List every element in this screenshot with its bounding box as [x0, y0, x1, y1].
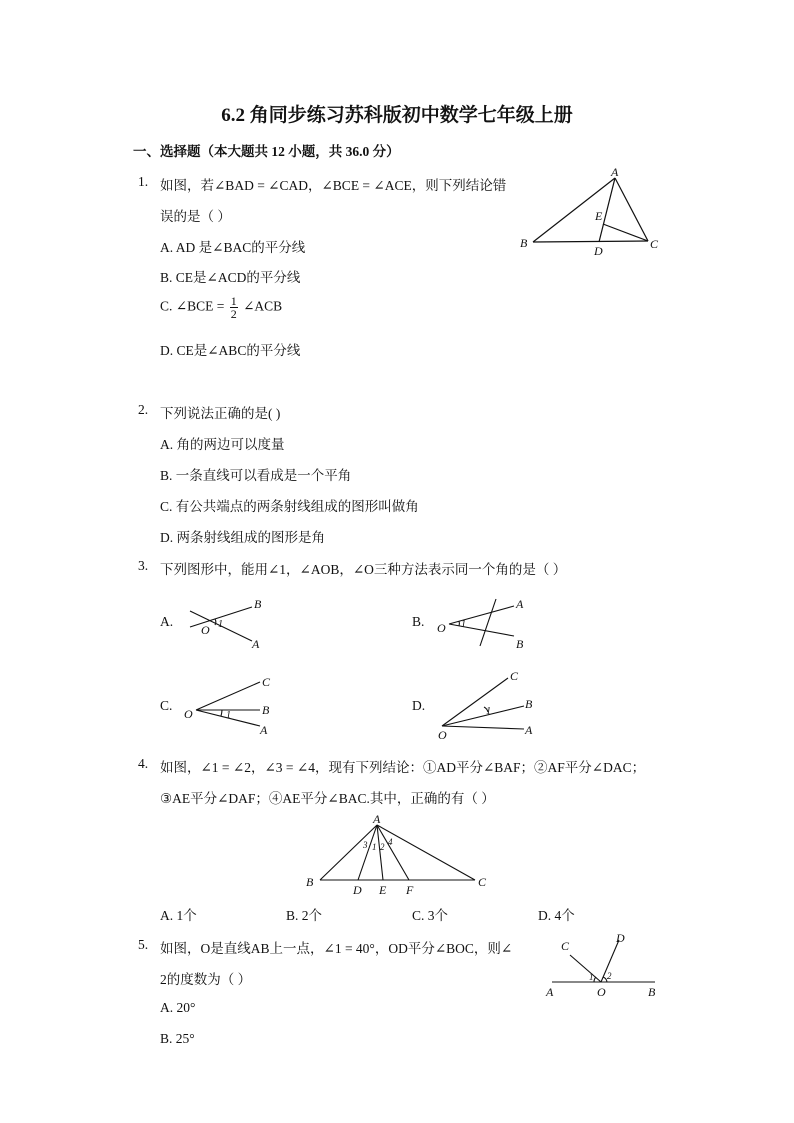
q5-stem-line1: 如图，O是直线AB上一点，∠1 = 40°，OD平分∠BOC，则∠ [160, 941, 513, 956]
q1-option-c-suffix: ∠ACB [243, 298, 283, 314]
q1-stem-line2: 误的是（ ） [160, 209, 231, 224]
q5-fig-label-b: B [648, 985, 656, 999]
q4-fig-label-e: E [379, 883, 387, 897]
q4-option-c[interactable]: C. 3个 [412, 908, 449, 923]
q3c-label-one: 1 [226, 710, 231, 721]
q3-option-d-label[interactable]: D. [412, 698, 426, 713]
q4-fig-label-c: C [478, 875, 487, 889]
q1-figure-triangle [515, 165, 675, 260]
q1-fig-label-e: E [595, 209, 603, 223]
q1-stem-line1: 如图，若∠BAD = ∠CAD，∠BCE = ∠ACE，则下列结论错 [160, 178, 507, 193]
q3d-label-b: B [525, 697, 533, 711]
q3-figure-b [432, 594, 542, 654]
q3-stem: 下列图形中，能用∠1，∠AOB，∠O三种方法表示同一个角的是（ ） [160, 562, 567, 577]
q4-option-b[interactable]: B. 2个 [286, 908, 323, 923]
q5-fig-label-a: A [546, 985, 554, 999]
q1-option-c[interactable] [160, 295, 282, 320]
q5-fig-label-c: C [561, 939, 570, 953]
q3-option-a-label[interactable]: A. [160, 614, 174, 629]
q2-option-a[interactable]: A. 角的两边可以度量 [160, 437, 285, 452]
q1-fig-label-c: C [650, 237, 659, 251]
q5-option-b[interactable]: B. 25° [160, 1031, 195, 1046]
q4-option-d[interactable]: D. 4个 [538, 908, 575, 923]
page-title: 6.2 角同步练习苏科版初中数学七年级上册 [221, 105, 573, 126]
q3b-label-a: A [516, 597, 524, 611]
q1-option-b[interactable]: B. CE是∠ACD的平分线 [160, 270, 301, 285]
q3d-label-o: O [438, 728, 447, 742]
q1-option-d[interactable]: D. CE是∠ABC的平分线 [160, 343, 301, 358]
q3c-label-o: O [184, 707, 193, 721]
q3-figure-c [180, 670, 290, 740]
q3-figure-a [180, 594, 280, 654]
q4-fig-label-a: A [373, 812, 381, 826]
q5-number: 5. [138, 937, 149, 952]
q5-option-a[interactable]: A. 20° [160, 1000, 196, 1015]
q5-fig-label-o: O [597, 985, 606, 999]
q2-option-b[interactable]: B. 一条直线可以看成是一个平角 [160, 468, 352, 483]
q5-fig-label-d: D [616, 931, 625, 945]
q4-fig-label-b: B [306, 875, 314, 889]
section-heading: 一、选择题（本大题共 12 小题，共 36.0 分） [133, 144, 400, 159]
q3c-label-b: B [262, 703, 270, 717]
q3a-label-a: A [252, 637, 260, 651]
q4-option-a[interactable]: A. 1个 [160, 908, 197, 923]
q4-number: 4. [138, 756, 149, 771]
q4-fig-label-1: 1 [372, 842, 377, 852]
q3b-label-o: O [437, 621, 446, 635]
fraction-denominator: 2 [230, 307, 237, 321]
q5-fig-label-2: 2 [607, 971, 612, 981]
q5-figure [540, 928, 670, 1003]
q3a-label-b: B [254, 597, 262, 611]
q4-fig-label-2: 2 [380, 842, 385, 852]
q4-fig-label-3: 3 [363, 840, 368, 850]
q4-fig-label-f: F [406, 883, 414, 897]
q3a-label-o: O [201, 623, 210, 637]
q3b-label-one: 1 [461, 619, 466, 630]
q1-fig-label-b: B [520, 236, 528, 250]
q4-figure [300, 810, 500, 900]
q1-fig-label-a: A [611, 165, 619, 179]
q4-fig-label-d: D [353, 883, 362, 897]
q3-option-c-label[interactable]: C. [160, 698, 173, 713]
q3d-label-a: A [525, 723, 533, 737]
q2-option-c[interactable]: C. 有公共端点的两条射线组成的图形叫做角 [160, 499, 419, 514]
q1-option-c-prefix: C. ∠BCE = [160, 298, 225, 314]
q2-option-d[interactable]: D. 两条射线组成的图形是角 [160, 530, 325, 545]
q1-fig-label-d: D [594, 244, 603, 258]
q3d-label-c: C [510, 669, 519, 683]
q2-number: 2. [138, 402, 149, 417]
q5-stem-line2: 2的度数为（ ） [160, 972, 252, 987]
q3d-label-one: 1 [486, 706, 491, 717]
q3b-label-b: B [516, 637, 524, 651]
q3-figure-d [432, 664, 552, 744]
q3-option-b-label[interactable]: B. [412, 614, 425, 629]
q2-stem: 下列说法正确的是( ) [160, 406, 281, 421]
q3-number: 3. [138, 558, 149, 573]
q1-option-a[interactable]: A. AD 是∠BAC的平分线 [160, 240, 306, 255]
q3c-label-c: C [262, 675, 271, 689]
q3a-label-one: 1 [218, 619, 223, 630]
q1-option-c-fraction [230, 295, 238, 320]
q1-number: 1. [138, 174, 149, 189]
q4-stem-line1: 如图，∠1 = ∠2，∠3 = ∠4，现有下列结论：①AD平分∠BAF；②AF平分∠DAC； [160, 760, 646, 775]
q4-stem-line2: ③AE平分∠DAF；④AE平分∠BAC.其中，正确的有（ ） [160, 791, 495, 806]
q3c-label-a: A [260, 723, 268, 737]
q5-fig-label-1: 1 [589, 972, 594, 982]
fraction-numerator: 1 [230, 294, 237, 308]
q4-fig-label-4: 4 [388, 837, 393, 847]
